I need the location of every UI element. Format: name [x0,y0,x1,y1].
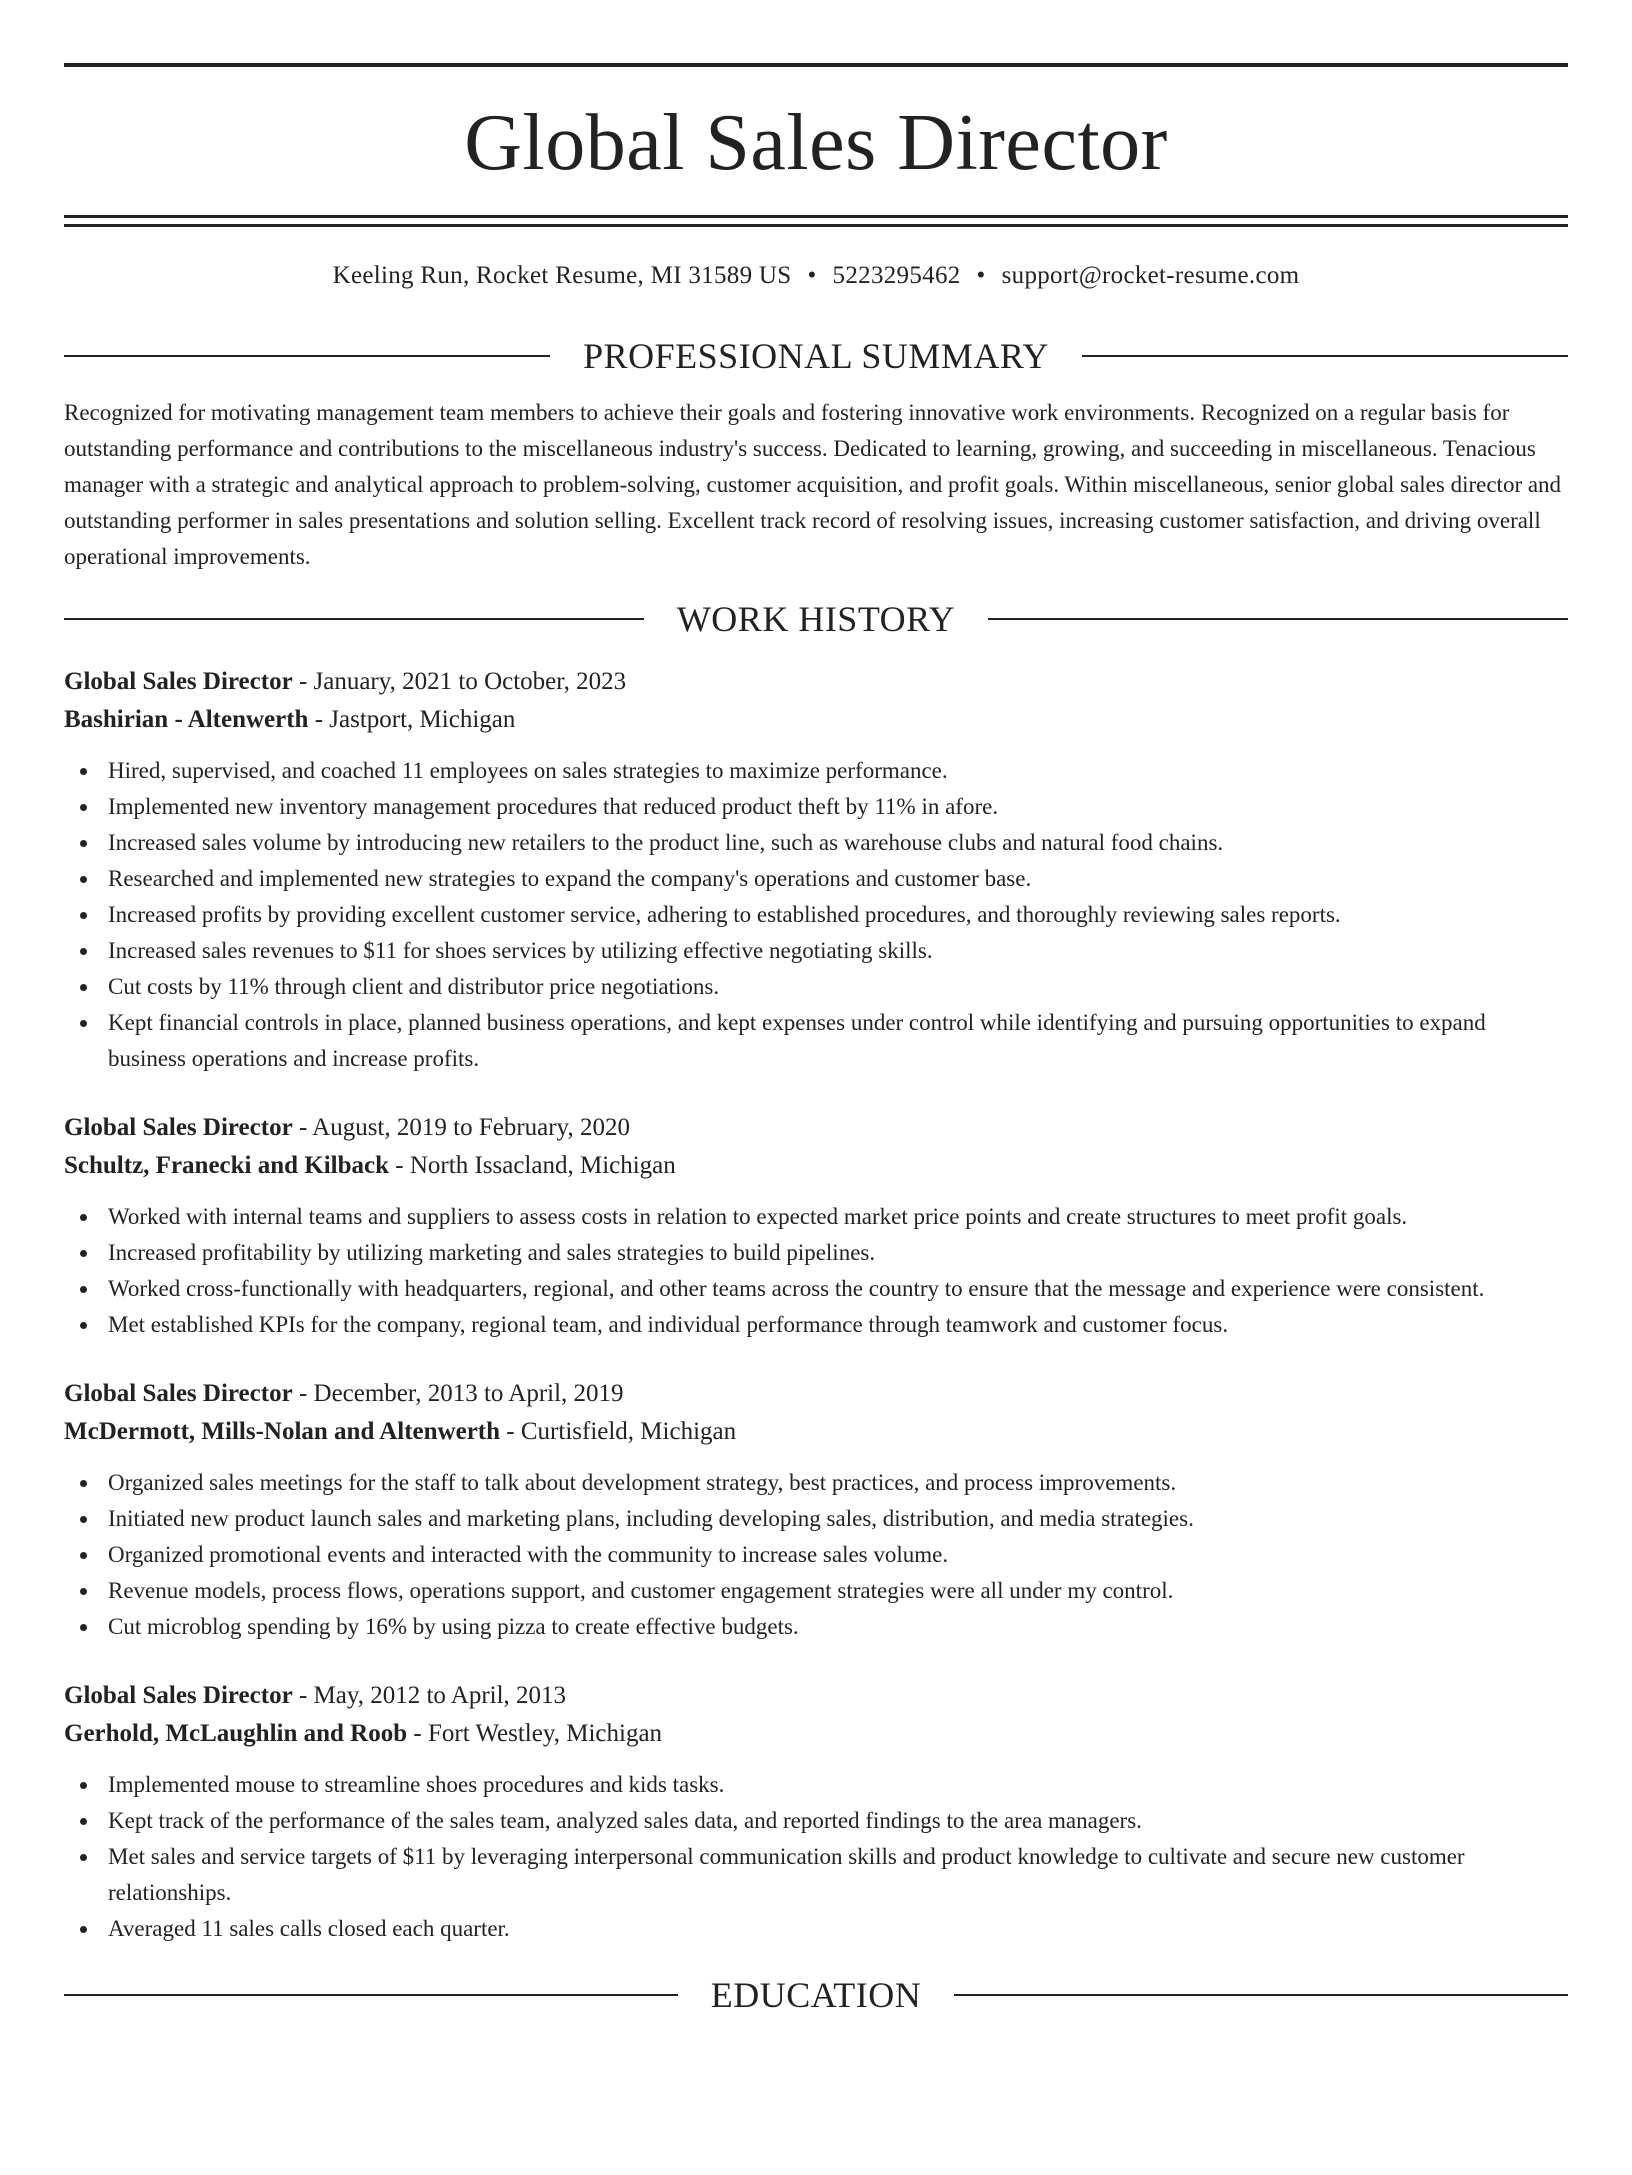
bullet-text: Increased sales revenues to $11 for shoes services by utilizing effective negotiating skills. [108,938,933,963]
bullet-text: Implemented new inventory management procedures that reduced product theft by 11% in afore. [108,794,999,819]
heading-rule-right [954,1994,1568,1996]
job-entry [64,1677,1568,1947]
bullet-icon [80,1020,87,1027]
list-item [64,789,1568,825]
bullet-text: Increased profits by providing excellent customer service, adhering to established procedures, and thoroughly reviewing sales reports. [108,902,1341,927]
bullet-icon [80,984,87,991]
title-double-rule [64,215,1568,227]
bullet-icon [80,1926,87,1933]
bullet-icon [80,1854,87,1861]
section-heading-summary [64,338,1568,374]
summary-text: Recognized for motivating management team members to achieve their goals and fostering innovative work environments. Recognized on a regular basis for outstanding performance and contributions to the miscellaneous industry's success. Dedicated to learning, growing, and succeeding in miscellaneous. Tenacious manager with a strategic and analytical approach to problem-solving, customer acquisition, and profit goals. Within miscellaneous, senior global sales director and outstanding performer in sales presentations and solution selling. Excellent track record of resolving issues, increasing customer satisfaction, and driving overall operational improvements. [64,400,1562,569]
list-item [64,1537,1568,1573]
heading-rule-left [64,355,550,357]
bullet-text: Implemented mouse to streamline shoes procedures and kids tasks. [108,1772,725,1797]
bullet-text: Hired, supervised, and coached 11 employees on sales strategies to maximize performance. [108,758,948,783]
dash-separator: - [292,1380,314,1407]
section-title-summary: PROFESSIONAL SUMMARY [583,336,1049,376]
contact-separator: • [807,262,817,289]
contact-address: Keeling Run, Rocket Resume, MI 31589 US [332,262,792,289]
job-company: McDermott, Mills-Nolan and Altenwerth [64,1418,501,1445]
job-title-line [64,1109,1568,1147]
job-title-line [64,663,1568,701]
bullet-icon [80,804,87,811]
job-entry [64,1375,1568,1645]
resume-page [0,63,1632,2175]
list-item [64,861,1568,897]
page-title: Global Sales Director [464,99,1168,187]
list-item [64,1767,1568,1803]
list-item [64,1005,1568,1077]
bullet-icon [80,1480,87,1487]
bullet-icon [80,1250,87,1257]
section-title-education: EDUCATION [710,1975,922,2015]
job-company-line [64,1147,1568,1185]
section-heading-work-history [64,601,1568,637]
contact-separator: • [976,262,986,289]
bullet-text: Met sales and service targets of $11 by leveraging interpersonal communication skills and product knowledge to cultivate and secure new customer relationships. [108,1844,1465,1905]
bullet-icon [80,1552,87,1559]
bullet-text: Worked cross-functionally with headquarters, regional, and other teams across the country to ensure that the message and experience were consistent. [108,1276,1485,1301]
job-entry [64,663,1568,1077]
bullet-text: Met established KPIs for the company, regional team, and individual performance through teamwork and customer focus. [108,1312,1229,1337]
job-entry [64,1109,1568,1343]
heading-rule-right [988,618,1568,620]
bullet-icon [80,1214,87,1221]
section-heading-education [64,1977,1568,2013]
list-item [64,1271,1568,1307]
job-company: Bashirian - Altenwerth [64,706,309,733]
list-item [64,753,1568,789]
job-company-line [64,1715,1568,1753]
dash-separator: - [389,1152,410,1179]
job-title: Global Sales Director [64,1682,293,1709]
list-item [64,897,1568,933]
bullet-icon [80,1624,87,1631]
list-item [64,1501,1568,1537]
dash-separator: - [500,1418,521,1445]
job-dates: May, 2012 to April, 2013 [313,1682,567,1709]
job-location: Curtisfield, Michigan [520,1418,737,1445]
bullet-icon [80,840,87,847]
job-location: Jastport, Michigan [329,706,516,733]
list-item [64,1465,1568,1501]
job-dates: December, 2013 to April, 2019 [313,1380,624,1407]
bullet-text: Averaged 11 sales calls closed each quarter. [108,1916,510,1941]
job-title-line [64,1677,1568,1715]
list-item [64,1609,1568,1645]
top-rule [64,63,1568,67]
section-title-work-history: WORK HISTORY [676,599,956,639]
bullet-text: Initiated new product launch sales and marketing plans, including developing sales, distribution, and media strategies. [108,1506,1194,1531]
bullet-text: Researched and implemented new strategies to expand the company's operations and customer base. [108,866,1032,891]
bullet-icon [80,1588,87,1595]
bullet-icon [80,948,87,955]
job-title-line [64,1375,1568,1413]
job-company-line [64,701,1568,739]
bullet-text: Increased profitability by utilizing marketing and sales strategies to build pipelines. [108,1240,876,1265]
contact-phone: 5223295462 [832,262,961,289]
job-title: Global Sales Director [64,668,293,695]
dash-separator: - [292,668,314,695]
list-item [64,1307,1568,1343]
bullet-text: Revenue models, process flows, operations support, and customer engagement strategies were all under my control. [108,1578,1174,1603]
bullet-icon [80,876,87,883]
heading-rule-left [64,618,644,620]
job-list [64,663,1568,1947]
job-company-line [64,1413,1568,1451]
bullet-icon [80,1818,87,1825]
job-bullet-list [64,753,1568,1077]
list-item [64,969,1568,1005]
heading-rule-left [64,1994,678,1996]
heading-rule-right [1082,355,1568,357]
list-item [64,1199,1568,1235]
bullet-text: Kept track of the performance of the sales team, analyzed sales data, and reported findings to the area managers. [108,1808,1142,1833]
list-item [64,1911,1568,1947]
dash-separator: - [308,706,330,733]
bullet-text: Kept financial controls in place, planned business operations, and kept expenses under control while identifying and pursuing opportunities to expand business operations and increase profits. [108,1010,1486,1071]
bullet-text: Increased sales volume by introducing new retailers to the product line, such as warehouse clubs and natural food chains. [108,830,1224,855]
job-dates: January, 2021 to October, 2023 [313,668,627,695]
list-item [64,1839,1568,1911]
job-title: Global Sales Director [64,1114,293,1141]
bullet-icon [80,1782,87,1789]
dash-separator: - [292,1682,314,1709]
job-location: Fort Westley, Michigan [427,1720,663,1747]
job-dates: August, 2019 to February, 2020 [312,1114,630,1141]
job-company: Gerhold, McLaughlin and Roob [64,1720,408,1747]
contact-email: support@rocket-resume.com [1001,262,1300,289]
job-bullet-list [64,1767,1568,1947]
bullet-text: Worked with internal teams and suppliers to assess costs in relation to expected market price points and create structures to meet profit goals. [108,1204,1408,1229]
bullet-icon [80,1322,87,1329]
bullet-text: Cut costs by 11% through client and distributor price negotiations. [108,974,720,999]
list-item [64,1573,1568,1609]
bullet-text: Cut microblog spending by 16% by using pizza to create effective budgets. [108,1614,799,1639]
list-item [64,1235,1568,1271]
dash-separator: - [407,1720,428,1747]
contact-line [64,263,1568,288]
job-location: North Issacland, Michigan [409,1152,676,1179]
list-item [64,825,1568,861]
bullet-icon [80,912,87,919]
bullet-icon [80,768,87,775]
bullet-text: Organized sales meetings for the staff to talk about development strategy, best practices, and process improvements. [108,1470,1177,1495]
bullet-icon [80,1516,87,1523]
job-title: Global Sales Director [64,1380,293,1407]
list-item [64,1803,1568,1839]
dash-separator: - [292,1114,313,1141]
job-bullet-list [64,1465,1568,1645]
bullet-icon [80,1286,87,1293]
list-item [64,933,1568,969]
job-company: Schultz, Franecki and Kilback [64,1152,390,1179]
job-bullet-list [64,1199,1568,1343]
bullet-text: Organized promotional events and interacted with the community to increase sales volume. [108,1542,949,1567]
